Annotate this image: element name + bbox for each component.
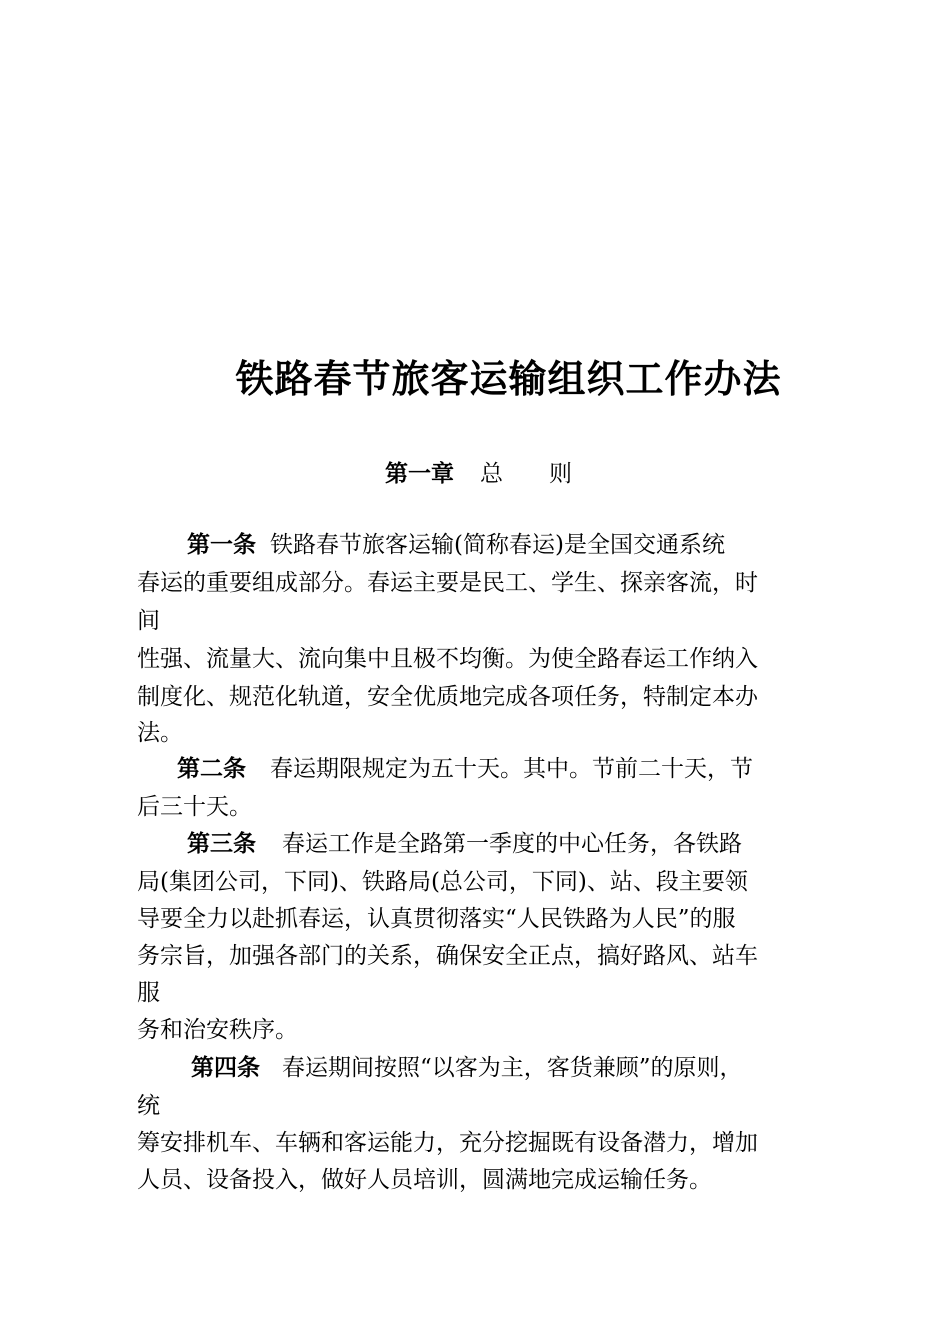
- article-4-text: 春运期间按照“以客为主，客货兼顾”的原则，: [282, 1055, 743, 1081]
- article-3-label: 第三条: [187, 831, 256, 857]
- article-2-first-line: [177, 758, 753, 781]
- chapter-name-part2: 则: [549, 461, 572, 487]
- article-3-text: 春运工作是全路第一季度的中心任务，各铁路: [282, 831, 742, 857]
- article-3-line: 务和治安秩序。: [137, 1017, 298, 1043]
- article-3-line: 务宗旨，加强各部门的关系，确保安全正点，搞好路风、站车: [137, 943, 758, 969]
- article-4-first-line: [191, 1057, 743, 1080]
- chapter-name-part1: 总: [480, 461, 503, 487]
- article-4-line: 统: [137, 1093, 160, 1119]
- article-1-first-line: [187, 534, 725, 557]
- article-4-label: 第四条: [191, 1055, 260, 1081]
- article-3-line: 导要全力以赴抓春运，认真贯彻落实“人民铁路为人民”的服: [137, 906, 736, 932]
- article-2-label: 第二条: [177, 756, 246, 782]
- article-1-line: 制度化、规范化轨道，安全优质地完成各项任务，特制定本办: [137, 684, 758, 710]
- chapter-heading: [385, 455, 572, 488]
- article-4-line: 人员、设备投入，做好人员培训，圆满地完成运输任务。: [137, 1167, 712, 1193]
- article-2-line: 后三十天。: [137, 794, 252, 820]
- article-3-first-line: [187, 833, 742, 856]
- document-title: 铁路春节旅客运输组织工作办法: [235, 356, 782, 401]
- article-1-line: 性强、流量大、流向集中且极不均衡。为使全路春运工作纳入: [137, 646, 758, 672]
- chapter-number: 第一章: [385, 461, 454, 487]
- article-1-line: 春运的重要组成部分。春运主要是民工、学生、探亲客流，时: [137, 570, 758, 596]
- article-4-line: 筹安排机车、车辆和客运能力，充分挖掘既有设备潜力，增加: [137, 1130, 758, 1156]
- article-1-label: 第一条: [187, 532, 256, 558]
- article-2-text: 春运期限规定为五十天。其中。节前二十天，节: [270, 756, 753, 782]
- article-1-line: 间: [137, 608, 160, 634]
- article-3-line: 局(集团公司，下同)、铁路局(总公司，下同)、站、段主要领: [137, 869, 748, 895]
- article-1-line: 法。: [137, 720, 183, 746]
- article-3-line: 服: [137, 980, 160, 1006]
- article-1-text: 铁路春节旅客运输(简称春运)是全国交通系统: [270, 532, 725, 558]
